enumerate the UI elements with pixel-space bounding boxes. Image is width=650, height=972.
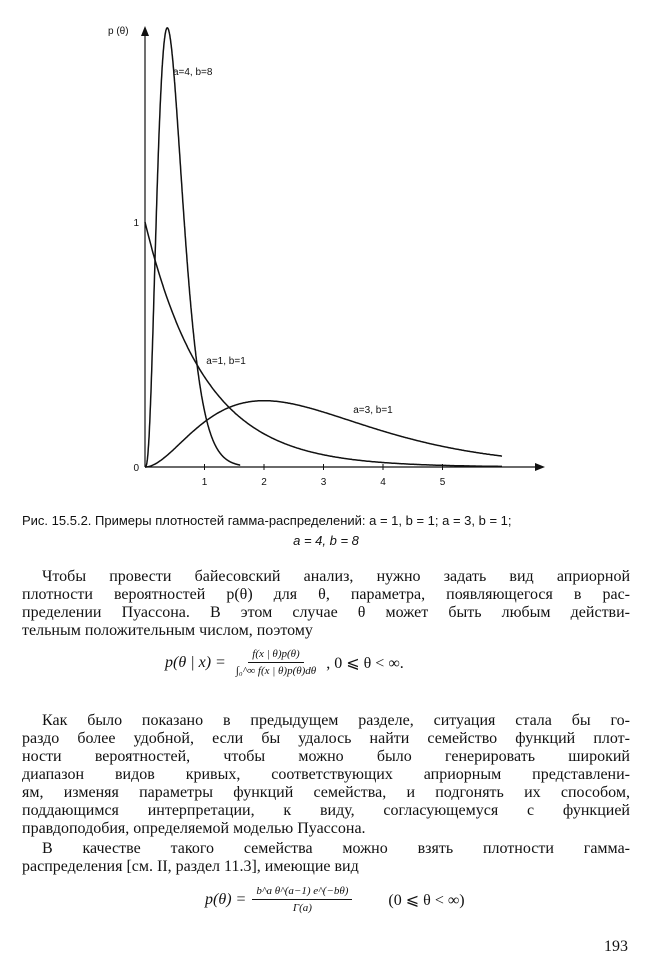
x-tick-label: 5 xyxy=(439,477,446,488)
series-line xyxy=(145,222,502,466)
series-label: a=1, b=1 xyxy=(206,356,246,368)
formula-condition: (0 ⩽ θ < ∞) xyxy=(388,891,465,909)
formula-lhs: p(θ) = xyxy=(205,890,247,908)
formula-denominator: Γ(a) xyxy=(292,902,312,914)
text-line: тельным положительным числом, поэтому xyxy=(22,622,313,639)
text-line: Как было показано в предыдущем разделе, ситуация стала бы го- xyxy=(42,712,630,729)
caption-line-2: a = 4, b = 8 xyxy=(293,533,359,548)
paragraph-2 xyxy=(22,712,630,838)
x-axis-arrow xyxy=(535,463,545,471)
text-line: правдоподобия, определяемой моделью Пуассона. xyxy=(22,820,366,837)
page-number: 193 xyxy=(604,938,628,955)
text-line: пределении Пуассона. В этом случае θ может быть любым действи- xyxy=(22,604,630,621)
x-tick-label: 3 xyxy=(320,477,327,488)
gamma-density-formula xyxy=(205,885,465,914)
formula-fraction xyxy=(232,648,320,677)
bayes-formula xyxy=(165,648,404,677)
formula-lhs: p(θ | x) = xyxy=(165,653,226,671)
formula-numerator: f(x | θ)p(θ) xyxy=(248,648,303,663)
text-line: диапазон видов кривых, соответствующих априорным представлени- xyxy=(22,766,630,783)
series-label: a=4, b=8 xyxy=(172,67,213,78)
text-line: ям, изменяя параметры функций семейства, и подгонять их способом, xyxy=(22,784,630,801)
text-line: В качестве такого семейства можно взять плотности гамма- xyxy=(42,840,630,857)
y-tick-label: 1 xyxy=(133,218,139,229)
x-tick-label: 1 xyxy=(201,477,208,488)
x-tick-label: 4 xyxy=(380,477,386,488)
text-line: поддающимся интерпретации, к виду, согласующемуся с функцией xyxy=(22,802,630,819)
figure-caption xyxy=(22,511,630,551)
y-tick-label: 0 xyxy=(133,463,139,474)
series-label: a=3, b=1 xyxy=(353,405,393,417)
paragraph-1 xyxy=(22,568,630,640)
text-line: распределения [см. II, раздел 11.3], имеющие вид xyxy=(22,858,359,875)
text-line: ности вероятностей, чтобы можно было генерировать широкий xyxy=(22,748,630,765)
y-axis-arrow xyxy=(141,26,149,36)
formula-fraction xyxy=(252,885,352,914)
formula-denominator: ∫₀^∞ f(x | θ)p(θ)dθ xyxy=(235,665,317,677)
paragraph-3 xyxy=(22,840,630,876)
formula-numerator: b^a θ^(a−1) e^(−bθ) xyxy=(252,885,352,900)
x-tick-label: 2 xyxy=(261,477,267,488)
text-line: раздо более удобной, если бы удалось найти семейство функций плот- xyxy=(22,730,630,747)
formula-condition: , 0 ⩽ θ < ∞. xyxy=(326,654,404,672)
series-line xyxy=(145,28,240,467)
text-line: плотности вероятностей p(θ) для θ, параметра, появляющегося в рас- xyxy=(22,586,630,603)
y-axis-label: p (θ) xyxy=(108,26,129,37)
caption-line-1: Рис. 15.5.2. Примеры плотностей гамма-распределений: a = 1, b = 1; a = 3, b = 1; xyxy=(22,513,512,528)
text-line: Чтобы провести байесовский анализ, нужно задать вид априорной xyxy=(42,568,630,585)
series-line xyxy=(145,401,502,467)
